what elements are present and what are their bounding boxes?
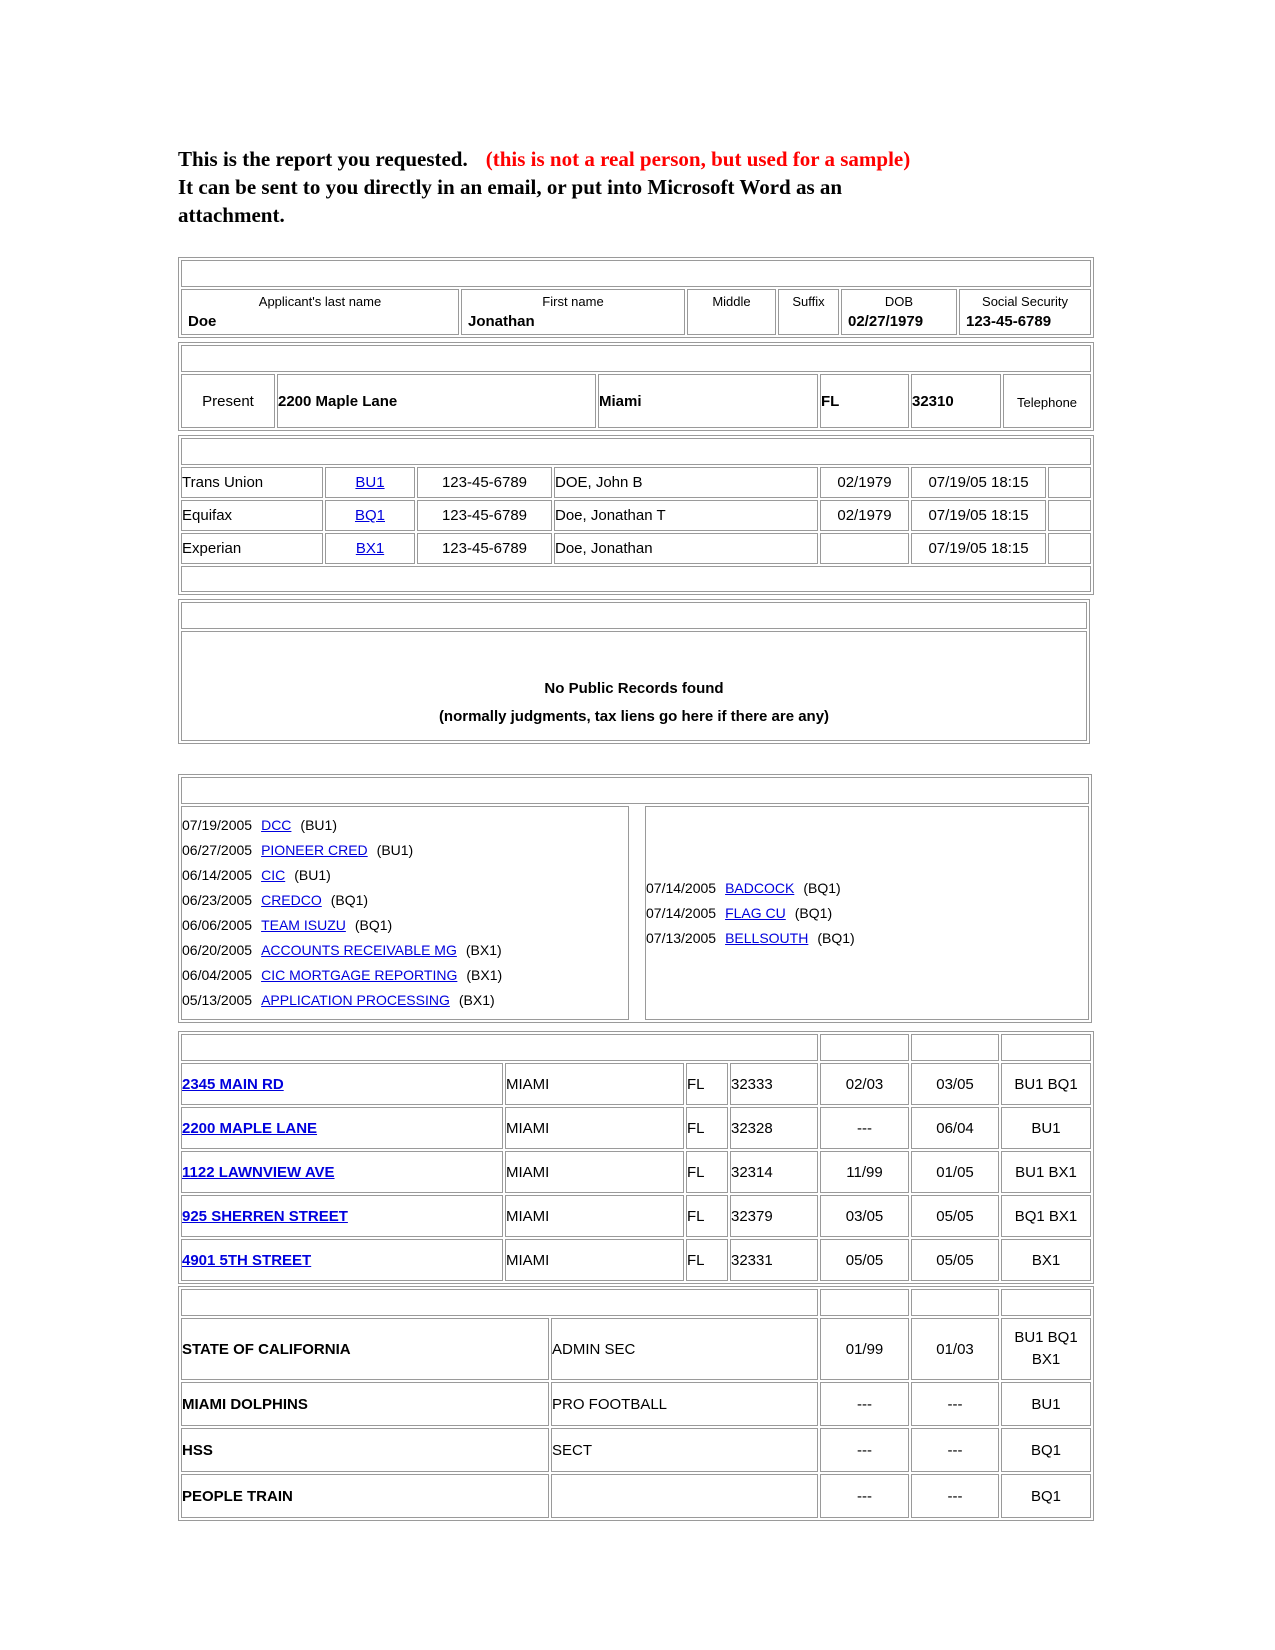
last-date-cell: 03/05 xyxy=(911,1063,999,1105)
inquiry-bureau-code: (BQ1) xyxy=(354,917,393,933)
dob-label: DOB xyxy=(884,293,914,309)
residence-city: Miami xyxy=(598,374,818,428)
inquiry-subscriber-link[interactable]: CIC xyxy=(261,867,286,883)
inquiry-date: 07/13/2005 xyxy=(646,929,717,946)
bureau-code-link[interactable]: BU1 xyxy=(355,474,385,491)
file-timestamp: 07/19/05 18:15 xyxy=(911,533,1046,564)
bureau-codes-cell: BU1 BX1 xyxy=(1001,1151,1091,1193)
intro-line-2: It can be sent to you directly in an email, or put into Microsoft Word as an xyxy=(178,175,843,199)
first-date-cell: --- xyxy=(820,1428,909,1472)
inquiry-item xyxy=(182,813,628,838)
db-employment-row xyxy=(181,1474,1091,1518)
zip-cell: 32314 xyxy=(730,1151,818,1193)
residence-section-header: Residence Information (as requested) xyxy=(181,345,1091,372)
inquiry-date: 06/14/2005 xyxy=(182,867,253,883)
ssn-label: Social Security xyxy=(982,293,1069,309)
address-link[interactable]: 925 SHERREN STREET xyxy=(182,1207,348,1225)
intro-note-red: (this is not a real person, but used for a sample) xyxy=(485,147,911,171)
inquiry-date: 06/23/2005 xyxy=(182,892,253,908)
file-extra-cell xyxy=(1048,467,1091,498)
inquiry-table xyxy=(178,774,1092,1023)
inquiry-right-column xyxy=(645,806,1089,1020)
identification-section-header: Identification (as requested) xyxy=(181,260,1091,287)
bureau-codes-cell: BQ1 BX1 xyxy=(1001,1195,1091,1237)
first-date-cell: 02/03 xyxy=(820,1063,909,1105)
report-page xyxy=(178,145,1090,1525)
file-variation-row-transunion xyxy=(181,467,1091,498)
intro-text-black: This is the report you requested. xyxy=(178,147,468,171)
bureau-codes-cell: BU1 xyxy=(1001,1107,1091,1149)
inquiry-subscriber-link[interactable]: ACCOUNTS RECEIVABLE MG xyxy=(261,942,457,958)
db-residence-row xyxy=(181,1239,1091,1281)
bureau-codes-cell: BU1 BQ1 xyxy=(1001,1063,1091,1105)
file-variation-row-experian xyxy=(181,533,1091,564)
residence-row-label: Present xyxy=(181,374,275,428)
bureau-code-cell xyxy=(325,467,415,498)
employer-cell: MIAMI DOLPHINS xyxy=(181,1382,549,1426)
file-timestamp: 07/19/05 18:15 xyxy=(911,500,1046,531)
file-extra-cell xyxy=(1048,533,1091,564)
db-residence-table xyxy=(178,1031,1094,1284)
public-records-box xyxy=(181,631,1087,741)
bureau-code-link[interactable]: BX1 xyxy=(355,540,385,557)
occupation-cell xyxy=(551,1474,818,1518)
last-name-cell xyxy=(181,289,459,335)
bureau-name: Trans Union xyxy=(181,467,323,498)
db-employment-section-header: Database Employment Information xyxy=(181,1289,818,1316)
inquiry-subscriber-link[interactable]: DCC xyxy=(261,817,292,833)
public-records-row xyxy=(181,631,1087,741)
file-timestamp: 07/19/05 18:15 xyxy=(911,467,1046,498)
inquiry-columns-row xyxy=(181,806,1089,1020)
file-dob: 02/1979 xyxy=(820,500,909,531)
file-ssn: 123-45-6789 xyxy=(417,500,552,531)
file-variations-table xyxy=(178,435,1094,595)
first-name-value: Jonathan xyxy=(468,312,535,330)
first-date-cell: 03/05 xyxy=(820,1195,909,1237)
bureau-code-link[interactable]: BQ1 xyxy=(354,507,385,524)
last-date-cell: --- xyxy=(911,1382,999,1426)
inquiry-bureau-code: (BQ1) xyxy=(803,879,841,896)
first-column-header: First xyxy=(820,1289,909,1316)
inquiry-subscriber-link[interactable]: PIONEER CRED xyxy=(261,842,368,858)
bureau-code-cell xyxy=(325,533,415,564)
last-date-cell: --- xyxy=(911,1474,999,1518)
inquiry-date: 07/14/2005 xyxy=(646,904,717,921)
last-date-cell: 06/04 xyxy=(911,1107,999,1149)
intro-line-1 xyxy=(178,145,1090,173)
inquiry-bureau-code: (BX1) xyxy=(458,992,495,1008)
no-public-records-text: No Public Records found xyxy=(544,679,724,697)
zip-cell: 32328 xyxy=(730,1107,818,1149)
bureau-name: Equifax xyxy=(181,500,323,531)
telephone-label: Telephone xyxy=(1017,395,1078,410)
inquiry-item xyxy=(646,876,1088,901)
intro-line-3: attachment. xyxy=(178,203,285,227)
identification-row xyxy=(181,289,1091,335)
inquiry-bureau-code: (BX1) xyxy=(465,942,502,958)
first-date-cell: 05/05 xyxy=(820,1239,909,1281)
residence-address: 2200 Maple Lane xyxy=(277,374,596,428)
residence-table xyxy=(178,342,1094,431)
inquiry-subscriber-link[interactable]: TEAM ISUZU xyxy=(261,917,346,933)
inquiry-subscriber-link[interactable]: CIC MORTGAGE REPORTING xyxy=(261,967,458,983)
last-date-cell: 05/05 xyxy=(911,1239,999,1281)
file-variations-section-header: File Variations xyxy=(181,438,1091,465)
address-cell xyxy=(181,1239,503,1281)
file-name: DOE, John B xyxy=(554,467,818,498)
city-cell: MIAMI xyxy=(505,1195,684,1237)
bureau-codes-cell: BX1 xyxy=(1001,1239,1091,1281)
state-cell: FL xyxy=(686,1107,728,1149)
state-cell: FL xyxy=(686,1239,728,1281)
middle-name-value xyxy=(688,310,775,332)
inquiry-item xyxy=(182,913,628,938)
db-residence-row xyxy=(181,1107,1091,1149)
file-ssn: 123-45-6789 xyxy=(417,533,552,564)
first-name-label: First name xyxy=(542,293,604,309)
db-residence-row xyxy=(181,1151,1091,1193)
address-link[interactable]: 2345 MAIN RD xyxy=(182,1075,284,1093)
first-column-header: First xyxy=(820,1034,909,1061)
occupation-cell: SECT xyxy=(551,1428,818,1472)
db-residence-row xyxy=(181,1063,1091,1105)
inquiry-bureau-code: (BU1) xyxy=(294,867,331,883)
inquiry-item xyxy=(646,926,1088,951)
bureau-codes-cell: BU1 xyxy=(1001,1382,1091,1426)
dob-value: 02/27/1979 xyxy=(848,312,924,330)
bureau-codes-cell: BQ1 xyxy=(1001,1428,1091,1472)
file-ssn: 123-45-6789 xyxy=(417,467,552,498)
first-date-cell: 01/99 xyxy=(820,1318,909,1380)
inquiry-item xyxy=(182,963,628,988)
dob-cell xyxy=(841,289,957,335)
public-records-section-header: Public Records xyxy=(181,602,1087,629)
inquiry-item xyxy=(182,863,628,888)
middle-name-cell xyxy=(687,289,776,335)
inquiry-date: 06/27/2005 xyxy=(182,842,253,858)
inquiry-date: 05/13/2005 xyxy=(182,992,253,1008)
zip-cell: 32333 xyxy=(730,1063,818,1105)
address-link[interactable]: 1122 LAWNVIEW AVE xyxy=(182,1163,335,1181)
city-cell: MIAMI xyxy=(505,1107,684,1149)
inquiry-item xyxy=(182,988,628,1013)
db-residence-header-row xyxy=(181,1034,1091,1061)
suffix-cell xyxy=(778,289,839,335)
file-name: Doe, Jonathan T xyxy=(554,500,818,531)
ssn-value: 123-45-6789 xyxy=(966,312,1052,330)
inquiry-subscriber-link[interactable]: BADCOCK xyxy=(725,879,795,896)
db-residence-row xyxy=(181,1195,1091,1237)
inquiry-item xyxy=(182,888,628,913)
address-cell xyxy=(181,1151,503,1193)
inquiry-subscriber-link[interactable]: APPLICATION PROCESSING xyxy=(261,992,450,1008)
city-cell: MIAMI xyxy=(505,1151,684,1193)
last-date-cell: 01/03 xyxy=(911,1318,999,1380)
bureau-name: Experian xyxy=(181,533,323,564)
suffix-label: Suffix xyxy=(792,293,825,309)
inquiry-bureau-code: (BU1) xyxy=(376,842,414,858)
inquiry-left-column xyxy=(181,806,629,1020)
inquiry-date: 07/14/2005 xyxy=(646,879,717,896)
residence-row xyxy=(181,374,1091,428)
codes-column-header xyxy=(1001,1289,1091,1316)
file-extra-cell xyxy=(1048,500,1091,531)
bureau-code-cell xyxy=(325,500,415,531)
zip-cell: 32379 xyxy=(730,1195,818,1237)
address-link[interactable]: 4901 5TH STREET xyxy=(182,1251,312,1269)
public-records-table xyxy=(178,599,1090,744)
codes-column-header xyxy=(1001,1034,1091,1061)
intro-paragraph xyxy=(178,145,1090,229)
employer-cell: HSS xyxy=(181,1428,549,1472)
file-variation-row-equifax xyxy=(181,500,1091,531)
inquiry-bureau-code: (BX1) xyxy=(466,967,503,983)
empty-strip xyxy=(181,566,1091,592)
inquiry-section-header: Inquiry Information xyxy=(181,777,1089,804)
occupation-cell: PRO FOOTBALL xyxy=(551,1382,818,1426)
last-name-value: Doe xyxy=(188,312,217,330)
db-employment-row xyxy=(181,1318,1091,1380)
first-name-cell xyxy=(461,289,685,335)
public-records-note: (normally judgments, tax liens go here if there are any) xyxy=(438,707,830,725)
inquiry-date: 06/20/2005 xyxy=(182,942,253,958)
inquiry-item xyxy=(646,901,1088,926)
residence-state: FL xyxy=(820,374,909,428)
file-dob: 02/1979 xyxy=(820,467,909,498)
db-employment-row xyxy=(181,1428,1091,1472)
last-date-cell: 01/05 xyxy=(911,1151,999,1193)
last-name-label: Applicant's last name xyxy=(258,293,382,309)
inquiry-subscriber-link[interactable]: CREDCO xyxy=(261,892,322,908)
file-name: Doe, Jonathan xyxy=(554,533,818,564)
db-employment-row xyxy=(181,1382,1091,1426)
last-column-header: Last xyxy=(911,1289,999,1316)
inquiry-bureau-code: (BQ1) xyxy=(330,892,369,908)
identification-table xyxy=(178,257,1094,338)
zip-cell: 32331 xyxy=(730,1239,818,1281)
city-cell: MIAMI xyxy=(505,1063,684,1105)
db-employment-header-row xyxy=(181,1289,1091,1316)
first-date-cell: 11/99 xyxy=(820,1151,909,1193)
state-cell: FL xyxy=(686,1151,728,1193)
inquiry-date: 07/19/2005 xyxy=(182,817,253,833)
state-cell: FL xyxy=(686,1063,728,1105)
residence-zip: 32310 xyxy=(911,374,1001,428)
city-cell: MIAMI xyxy=(505,1239,684,1281)
address-link[interactable]: 2200 MAPLE LANE xyxy=(182,1119,318,1137)
file-dob xyxy=(820,533,909,564)
address-cell xyxy=(181,1195,503,1237)
last-column-header: Last xyxy=(911,1034,999,1061)
address-cell xyxy=(181,1107,503,1149)
first-date-cell: --- xyxy=(820,1474,909,1518)
inquiry-subscriber-link[interactable]: FLAG CU xyxy=(725,904,786,921)
ssn-cell xyxy=(959,289,1091,335)
inquiry-item xyxy=(182,838,628,863)
inquiry-date: 06/04/2005 xyxy=(182,967,253,983)
address-cell xyxy=(181,1063,503,1105)
bureau-codes-cell: BQ1 xyxy=(1001,1474,1091,1518)
inquiry-column-spacer xyxy=(631,806,643,1020)
state-cell: FL xyxy=(686,1195,728,1237)
inquiry-bureau-code: (BQ1) xyxy=(794,904,833,921)
first-date-cell: --- xyxy=(820,1382,909,1426)
telephone-cell xyxy=(1003,374,1091,428)
last-date-cell: 05/05 xyxy=(911,1195,999,1237)
inquiry-bureau-code: (BU1) xyxy=(300,817,337,833)
inquiry-subscriber-link[interactable]: BELLSOUTH xyxy=(725,929,809,946)
inquiry-date: 06/06/2005 xyxy=(182,917,253,933)
last-date-cell: --- xyxy=(911,1428,999,1472)
first-date-cell: --- xyxy=(820,1107,909,1149)
db-residence-section-header: Database Residence Information xyxy=(181,1034,818,1061)
inquiry-item xyxy=(182,938,628,963)
inquiry-bureau-code: (BQ1) xyxy=(817,929,855,946)
suffix-value xyxy=(779,310,838,332)
middle-name-label: Middle xyxy=(712,293,751,309)
bureau-codes-cell: BU1 BQ1 BX1 xyxy=(1001,1318,1091,1380)
employer-cell: PEOPLE TRAIN xyxy=(181,1474,549,1518)
empty-strip-row xyxy=(181,566,1091,592)
employer-cell: STATE OF CALIFORNIA xyxy=(181,1318,549,1380)
occupation-cell: ADMIN SEC xyxy=(551,1318,818,1380)
db-employment-table xyxy=(178,1286,1094,1521)
